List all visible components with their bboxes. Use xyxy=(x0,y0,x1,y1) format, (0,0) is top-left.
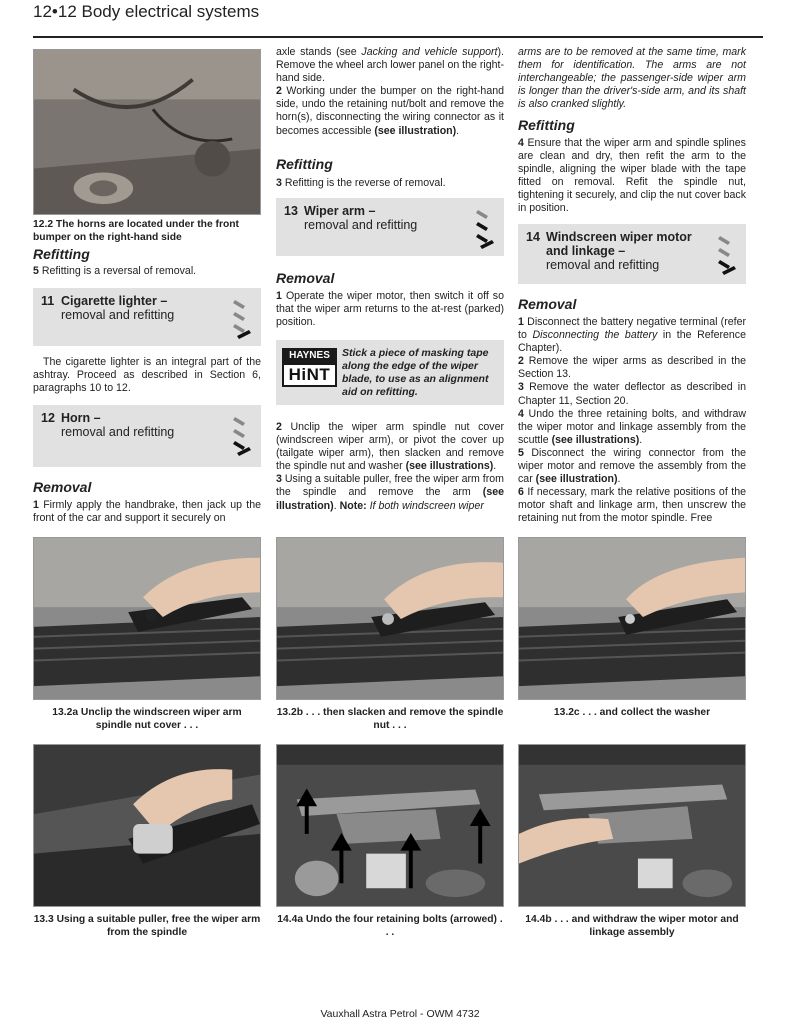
subhead-refitting-wiper-arm: Refitting xyxy=(518,117,575,133)
photo-13-3 xyxy=(33,744,261,907)
section-number: 13 xyxy=(284,204,298,218)
section-subtitle: removal and refitting xyxy=(61,425,175,439)
photo-horns xyxy=(33,49,261,215)
text-block-horn-removal: 1 Firmly apply the handbrake, then jack up the front of the car and support it securely on xyxy=(33,499,261,525)
section-12-heading xyxy=(33,405,261,467)
section-title: Windscreen wiper motor xyxy=(546,230,692,244)
section-title: Wiper arm – xyxy=(304,204,376,218)
caption-14-4b: 14.4b . . . and withdraw the wiper motor and linkage assembly xyxy=(525,914,739,938)
section-number: 14 xyxy=(526,230,540,244)
photo-14-4b xyxy=(518,744,746,907)
spanner-difficulty-icon xyxy=(718,232,738,278)
text-block-wiper-arm-refit: 4 Ensure that the wiper arm and spindle splines are clean and dry, then refit the arm to the spindle, aligning the wiper blade with the tape fitted on removal. Refit the spindle nut, tightening it securely, and clip the nut cover back in position. xyxy=(518,137,746,215)
caption-14-4a: 14.4a Undo the four retaining bolts (arrowed) . . . xyxy=(277,914,503,938)
caption-13-2a: 13.2a Unclip the windscreen wiper arm spindle nut cover . . . xyxy=(52,707,242,731)
header-rule xyxy=(33,36,763,38)
text-block-horn-cont: axle stands (see Jacking and vehicle support). Remove the wheel arch lower panel on the right-hand side. 2 Working under the bumper on the right-hand side, undo the retaining nut/bolt and remove the horn(s), disconnecting the wiring connector as it becomes accessible (see illustration). xyxy=(276,46,504,137)
section-subtitle: removal and refitting xyxy=(546,258,660,272)
section-subtitle: removal and refitting xyxy=(61,308,175,322)
section-13-heading xyxy=(276,198,504,256)
section-number: 12 xyxy=(41,411,55,425)
section-title: Horn – xyxy=(61,411,101,425)
spanner-difficulty-icon xyxy=(233,413,253,459)
section-subtitle: removal and refitting xyxy=(304,218,418,232)
caption-12-2: 12.2 The horns are located under the front bumper on the right-hand side xyxy=(33,219,239,243)
section-11-heading xyxy=(33,288,261,346)
hint-text: Stick a piece of masking tape along the edge of the wiper blade, to use as an alignment aid on refitting. xyxy=(342,347,489,398)
text-block-horn-refit2: 3 Refitting is the reverse of removal. xyxy=(276,177,446,189)
subhead-removal-horn: Removal xyxy=(33,479,92,495)
chapter-title: Body electrical systems xyxy=(81,2,260,21)
subhead-removal-wiper-motor: Removal xyxy=(518,296,577,312)
haynes-hint-logo: HAYNES HiNT xyxy=(282,348,337,388)
page-header xyxy=(33,2,259,22)
caption-13-2b: 13.2b . . . then slacken and remove the spindle nut . . . xyxy=(276,707,504,731)
section-title-line2: and linkage – xyxy=(546,244,626,258)
photo-13-2b xyxy=(276,537,504,700)
section-title: Cigarette lighter – xyxy=(61,294,168,308)
subhead-removal-wiper-arm: Removal xyxy=(276,270,335,286)
text-block-wiper-arm-2: 2 Unclip the wiper arm spindle nut cover (windscreen wiper arm), or pivot the cover up (tailgate wiper arm), then slacken and remove the spindle nut and washer (see illustrations). 3 Using a suitable puller, free the wiper arm from the spindle and remove the arm (see illustration). Note: If both windscreen wiper xyxy=(276,421,504,512)
page-number: 12•12 xyxy=(33,2,77,21)
text-block-wiper-motor: 1 Disconnect the battery negative terminal (refer to Disconnecting the battery in the Reference Chapter). 2 Remove the wiper arms as described in the Section 13. 3 Remove the water deflector as described in Chapter 11, Section 20. 4 Undo the three retaining bolts, and withdraw the wiper motor and linkage assembly from the scuttle (see illustrations). 5 Disconnect the wiring connector from the wiper motor and remove the assembly from the car (see illustration). 6 If necessary, mark the relative positions of the motor shaft and linkage arm, then unscrew the retaining nut from the motor spindle. Free xyxy=(518,316,746,525)
haynes-hint-box xyxy=(276,340,504,405)
subhead-refitting-horn2: Refitting xyxy=(276,156,333,172)
caption-13-2c: 13.2c . . . and collect the washer xyxy=(553,707,711,718)
text-block-horn-refit: 5 Refitting is a reversal of removal. xyxy=(33,265,197,277)
text-block-wiper-arm-note: arms are to be removed at the same time, mark them for identification. The arms are not interchangeable; the passenger-side wiper arm is longer than the driver's-side arm, and its shaft is also cranked slightly. xyxy=(518,46,746,111)
spanner-difficulty-icon xyxy=(233,296,253,342)
section-14-heading xyxy=(518,224,746,284)
photo-13-2a xyxy=(33,537,261,700)
section-number: 11 xyxy=(41,294,55,308)
spanner-difficulty-icon xyxy=(476,206,496,252)
text-block-wiper-arm-1: 1 Operate the wiper motor, then switch it off so that the wiper arm returns to the at-rest (parked) position. xyxy=(276,290,504,329)
subhead-refitting-horn: Refitting xyxy=(33,246,90,262)
photo-13-2c xyxy=(518,537,746,700)
caption-13-3: 13.3 Using a suitable puller, free the wiper arm from the spindle xyxy=(33,914,261,938)
text-block-lighter: The cigarette lighter is an integral part of the ashtray. Proceed as described in Section 6, paragraphs 10 to 12. xyxy=(33,356,261,395)
photo-14-4a xyxy=(276,744,504,907)
page-footer: Vauxhall Astra Petrol - OWM 4732 xyxy=(320,1008,480,1020)
